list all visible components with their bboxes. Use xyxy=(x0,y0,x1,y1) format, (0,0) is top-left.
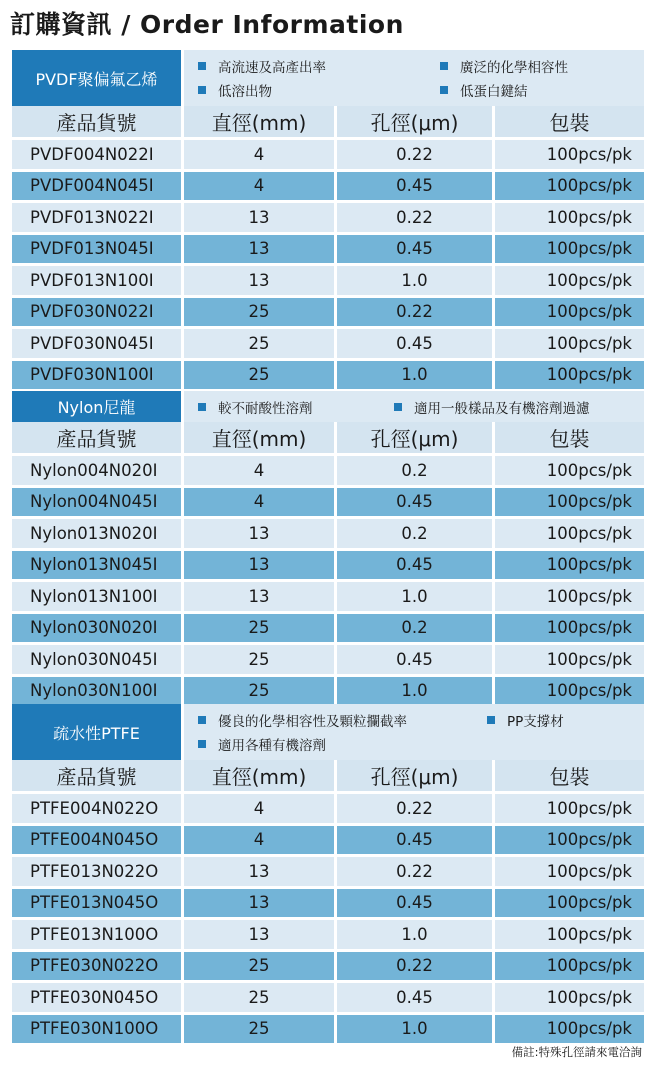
sku-cell: PTFE013N045O xyxy=(12,889,184,921)
feature-list xyxy=(184,50,644,106)
diameter-cell: 4 xyxy=(184,140,337,172)
sku-cell: PTFE013N022O xyxy=(12,857,184,889)
sku-cell: PTFE004N022O xyxy=(12,794,184,826)
table-row xyxy=(12,551,644,583)
section-nylon xyxy=(12,391,644,708)
pack-cell: 100pcs/pk xyxy=(495,889,644,921)
bullet-square-icon xyxy=(440,62,448,70)
sku-cell: Nylon004N045I xyxy=(12,488,184,520)
section-name: Nylon尼龍 xyxy=(12,391,184,422)
pore-cell: 0.45 xyxy=(337,488,495,520)
sku-cell: Nylon030N045I xyxy=(12,645,184,677)
feature-item: PP支撐材 xyxy=(487,709,644,731)
sku-cell: Nylon004N020I xyxy=(12,456,184,488)
header-diameter: 直徑(mm) xyxy=(184,760,337,794)
header-sku: 產品貨號 xyxy=(12,760,184,794)
table-row xyxy=(12,582,644,614)
pore-cell: 0.45 xyxy=(337,551,495,583)
table-row xyxy=(12,952,644,984)
header-pack: 包裝 xyxy=(495,760,644,794)
pore-cell: 1.0 xyxy=(337,361,495,393)
feature-item: 較不耐酸性溶劑 xyxy=(198,396,394,418)
header-diameter: 直徑(mm) xyxy=(184,106,337,140)
diameter-cell: 4 xyxy=(184,826,337,858)
pack-cell: 100pcs/pk xyxy=(495,298,644,330)
diameter-cell: 13 xyxy=(184,235,337,267)
sku-cell: Nylon013N100I xyxy=(12,582,184,614)
pore-cell: 0.2 xyxy=(337,456,495,488)
diameter-cell: 25 xyxy=(184,298,337,330)
table-body xyxy=(12,456,644,708)
table-row xyxy=(12,920,644,952)
sku-cell: Nylon030N020I xyxy=(12,614,184,646)
sku-cell: PVDF013N100I xyxy=(12,266,184,298)
pack-cell: 100pcs/pk xyxy=(495,645,644,677)
pack-cell: 100pcs/pk xyxy=(495,456,644,488)
pack-cell: 100pcs/pk xyxy=(495,826,644,858)
pore-cell: 0.45 xyxy=(337,983,495,1015)
table-row xyxy=(12,456,644,488)
pack-cell: 100pcs/pk xyxy=(495,952,644,984)
pack-cell: 100pcs/pk xyxy=(495,983,644,1015)
pack-cell: 100pcs/pk xyxy=(495,614,644,646)
sku-cell: Nylon030N100I xyxy=(12,677,184,709)
bullet-square-icon xyxy=(198,62,206,70)
bullet-square-icon xyxy=(440,86,448,94)
diameter-cell: 25 xyxy=(184,329,337,361)
table-row xyxy=(12,826,644,858)
pore-cell: 0.45 xyxy=(337,645,495,677)
pore-cell: 0.45 xyxy=(337,235,495,267)
sku-cell: PTFE030N045O xyxy=(12,983,184,1015)
pack-cell: 100pcs/pk xyxy=(495,794,644,826)
table-row xyxy=(12,361,644,393)
table-row xyxy=(12,298,644,330)
diameter-cell: 25 xyxy=(184,677,337,709)
header-sku: 產品貨號 xyxy=(12,106,184,140)
pore-cell: 0.22 xyxy=(337,203,495,235)
diameter-cell: 13 xyxy=(184,889,337,921)
bullet-square-icon xyxy=(198,716,206,724)
pack-cell: 100pcs/pk xyxy=(495,857,644,889)
sku-cell: PVDF030N100I xyxy=(12,361,184,393)
pore-cell: 0.22 xyxy=(337,857,495,889)
table-body xyxy=(12,794,644,1046)
feature-item: 適用一般樣品及有機溶劑過濾 xyxy=(394,396,644,418)
table-row xyxy=(12,172,644,204)
diameter-cell: 4 xyxy=(184,172,337,204)
sku-cell: Nylon013N020I xyxy=(12,519,184,551)
pack-cell: 100pcs/pk xyxy=(495,677,644,709)
feature-item: 低溶出物 xyxy=(198,79,440,101)
header-pack: 包裝 xyxy=(495,422,644,456)
pore-cell: 0.45 xyxy=(337,889,495,921)
feature-item: 優良的化學相容性及顆粒攔截率 xyxy=(198,709,487,731)
column-header-row xyxy=(12,106,644,140)
header-pack: 包裝 xyxy=(495,106,644,140)
pore-cell: 0.22 xyxy=(337,952,495,984)
bullet-square-icon xyxy=(198,403,206,411)
table-row xyxy=(12,857,644,889)
feature-item: 高流速及高產出率 xyxy=(198,55,440,77)
pack-cell: 100pcs/pk xyxy=(495,488,644,520)
diameter-cell: 13 xyxy=(184,266,337,298)
bullet-square-icon xyxy=(394,403,402,411)
table-body xyxy=(12,140,644,392)
section-header xyxy=(12,704,644,760)
feature-list xyxy=(184,704,644,760)
table-row xyxy=(12,488,644,520)
pore-cell: 1.0 xyxy=(337,582,495,614)
table-row xyxy=(12,266,644,298)
sku-cell: PTFE030N022O xyxy=(12,952,184,984)
section-header xyxy=(12,50,644,106)
pore-cell: 0.45 xyxy=(337,172,495,204)
pack-cell: 100pcs/pk xyxy=(495,203,644,235)
table-row xyxy=(12,889,644,921)
diameter-cell: 13 xyxy=(184,582,337,614)
sku-cell: Nylon013N045I xyxy=(12,551,184,583)
table-row xyxy=(12,203,644,235)
table-row xyxy=(12,983,644,1015)
pore-cell: 0.22 xyxy=(337,794,495,826)
header-pore: 孔徑(μm) xyxy=(337,760,495,794)
pore-cell: 1.0 xyxy=(337,1015,495,1047)
table-row xyxy=(12,1015,644,1047)
pack-cell: 100pcs/pk xyxy=(495,361,644,393)
bullet-square-icon xyxy=(198,740,206,748)
pore-cell: 0.22 xyxy=(337,298,495,330)
table-row xyxy=(12,794,644,826)
bullet-square-icon xyxy=(198,86,206,94)
sku-cell: PTFE013N100O xyxy=(12,920,184,952)
diameter-cell: 25 xyxy=(184,614,337,646)
pore-cell: 0.2 xyxy=(337,519,495,551)
header-pore: 孔徑(μm) xyxy=(337,106,495,140)
pack-cell: 100pcs/pk xyxy=(495,266,644,298)
diameter-cell: 13 xyxy=(184,519,337,551)
footnote: 備註:特殊孔徑請來電洽詢 xyxy=(511,1045,642,1059)
table-row xyxy=(12,614,644,646)
diameter-cell: 25 xyxy=(184,983,337,1015)
table-row xyxy=(12,519,644,551)
column-header-row xyxy=(12,422,644,456)
pack-cell: 100pcs/pk xyxy=(495,1015,644,1047)
section-header xyxy=(12,391,644,422)
pack-cell: 100pcs/pk xyxy=(495,920,644,952)
feature-list xyxy=(184,391,644,422)
diameter-cell: 4 xyxy=(184,794,337,826)
pore-cell: 1.0 xyxy=(337,266,495,298)
section-pvdf xyxy=(12,50,644,392)
pack-cell: 100pcs/pk xyxy=(495,551,644,583)
diameter-cell: 13 xyxy=(184,203,337,235)
diameter-cell: 25 xyxy=(184,361,337,393)
feature-item: 適用各種有機溶劑 xyxy=(198,733,487,755)
pore-cell: 0.45 xyxy=(337,826,495,858)
diameter-cell: 13 xyxy=(184,920,337,952)
diameter-cell: 13 xyxy=(184,551,337,583)
diameter-cell: 4 xyxy=(184,456,337,488)
sku-cell: PVDF013N022I xyxy=(12,203,184,235)
table-row xyxy=(12,235,644,267)
feature-item: 廣泛的化學相容性 xyxy=(440,55,644,77)
pack-cell: 100pcs/pk xyxy=(495,172,644,204)
header-diameter: 直徑(mm) xyxy=(184,422,337,456)
pore-cell: 0.2 xyxy=(337,614,495,646)
diameter-cell: 13 xyxy=(184,857,337,889)
sku-cell: PTFE030N100O xyxy=(12,1015,184,1047)
table-row xyxy=(12,645,644,677)
pore-cell: 1.0 xyxy=(337,677,495,709)
section-ptfe xyxy=(12,704,644,1046)
page-title: 訂購資訊 / Order Information xyxy=(10,10,404,39)
table-row xyxy=(12,329,644,361)
header-sku: 產品貨號 xyxy=(12,422,184,456)
pore-cell: 1.0 xyxy=(337,920,495,952)
header-pore: 孔徑(μm) xyxy=(337,422,495,456)
table-row xyxy=(12,140,644,172)
pack-cell: 100pcs/pk xyxy=(495,235,644,267)
diameter-cell: 25 xyxy=(184,645,337,677)
sku-cell: PVDF013N045I xyxy=(12,235,184,267)
sku-cell: PVDF030N022I xyxy=(12,298,184,330)
diameter-cell: 25 xyxy=(184,1015,337,1047)
column-header-row xyxy=(12,760,644,794)
pack-cell: 100pcs/pk xyxy=(495,329,644,361)
sku-cell: PVDF004N022I xyxy=(12,140,184,172)
feature-item: 低蛋白鍵結 xyxy=(440,79,644,101)
diameter-cell: 4 xyxy=(184,488,337,520)
section-name: PVDF聚偏氟乙烯 xyxy=(12,50,184,106)
pack-cell: 100pcs/pk xyxy=(495,582,644,614)
diameter-cell: 25 xyxy=(184,952,337,984)
sku-cell: PVDF004N045I xyxy=(12,172,184,204)
section-name: 疏水性PTFE xyxy=(12,704,184,760)
bullet-square-icon xyxy=(487,716,495,724)
pore-cell: 0.45 xyxy=(337,329,495,361)
pore-cell: 0.22 xyxy=(337,140,495,172)
pack-cell: 100pcs/pk xyxy=(495,519,644,551)
pack-cell: 100pcs/pk xyxy=(495,140,644,172)
sku-cell: PVDF030N045I xyxy=(12,329,184,361)
sku-cell: PTFE004N045O xyxy=(12,826,184,858)
